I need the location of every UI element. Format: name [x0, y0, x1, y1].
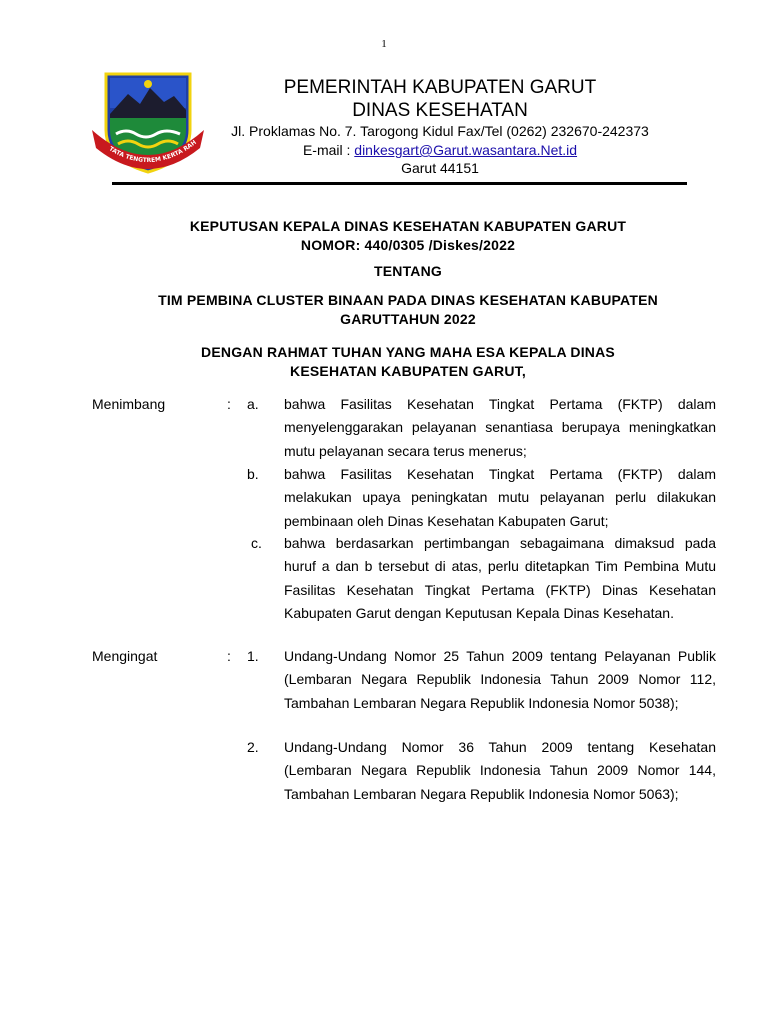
- menimbang-mark-c: c.: [251, 535, 262, 551]
- decree-preamble-line2: KESEHATAN KABUPATEN GARUT,: [290, 363, 526, 379]
- mengingat-label: Mengingat: [92, 648, 158, 664]
- mengingat-colon: :: [227, 648, 231, 664]
- decree-preamble-line1: DENGAN RAHMAT TUHAN YANG MAHA ESA KEPALA DINAS: [201, 344, 615, 360]
- menimbang-colon: :: [227, 396, 231, 412]
- menimbang-mark-b: b.: [247, 466, 259, 482]
- menimbang-label: Menimbang: [92, 396, 166, 412]
- letterhead-government: PEMERINTAH KABUPATEN GARUT: [283, 77, 597, 98]
- decree-subject-line1: TIM PEMBINA CLUSTER BINAAN PADA DINAS KESEHATAN KABUPATEN: [158, 292, 658, 308]
- letterhead-email-line: [200, 141, 680, 160]
- letterhead-office: DINAS KESEHATAN: [352, 100, 528, 121]
- letterhead-address: Jl. Proklamas No. 7. Tarogong Kidul Fax/Tel (0262) 232670-242373: [231, 123, 649, 139]
- logo-ribbon-text: TATA TENGTREM KERTA RAH: [107, 139, 198, 165]
- menimbang-mark-a: a.: [247, 396, 259, 412]
- mengingat-mark-1: 1.: [247, 648, 259, 664]
- email-link[interactable]: dinkesgart@Garut.wasantara.Net.id: [354, 142, 578, 158]
- menimbang-item-b: bahwa Fasilitas Kesehatan Tingkat Pertama (FKTP) dalam melakukan upaya peningkatan mutu pelayanan perlu dilakukan pembinaan oleh Dinas Kesehatan Kabupaten Garut;: [284, 466, 716, 529]
- decree-tentang: TENTANG: [373, 263, 443, 279]
- decree-title: KEPUTUSAN KEPALA DINAS KESEHATAN KABUPATEN GARUT: [189, 218, 627, 234]
- menimbang-item-c: bahwa berdasarkan pertimbangan sebagaimana dimaksud pada huruf a dan b tersebut di atas, perlu ditetapkan Tim Pembina Mutu Fasilitas Kesehatan Tingkat Pertama (FKTP) Dinas Kesehatan Kabupaten Garut dengan Keputusan Kepala Dinas Kesehatan.: [284, 535, 716, 621]
- letterhead-city: Garut 44151: [401, 160, 479, 176]
- page-number: 1: [381, 38, 387, 50]
- mengingat-mark-2: 2.: [247, 739, 259, 755]
- decree-subject-line2: GARUTTAHUN 2022: [340, 311, 476, 327]
- letterhead-divider: [112, 182, 687, 185]
- garut-regency-logo: [88, 68, 208, 180]
- mengingat-item-1: Undang-Undang Nomor 25 Tahun 2009 tentang Pelayanan Publik (Lembaran Negara Republik Indonesia Tahun 2009 Nomor 112, Tambahan Lembaran Negara Republik Indonesia Nomor 5038);: [284, 648, 716, 711]
- email-label: E-mail :: [302, 142, 355, 158]
- mengingat-item-2: Undang-Undang Nomor 36 Tahun 2009 tentang Kesehatan (Lembaran Negara Republik Indonesia Tahun 2009 Nomor 144, Tambahan Lembaran Negara Republik Indonesia Nomor 5063);: [284, 739, 716, 802]
- decree-number: NOMOR: 440/0305 /Diskes/2022: [300, 237, 516, 253]
- menimbang-item-a: bahwa Fasilitas Kesehatan Tingkat Pertama (FKTP) dalam menyelenggarakan pelayanan senantiasa berupaya meningkatkan mutu pelayanan secara terus menerus;: [284, 396, 716, 459]
